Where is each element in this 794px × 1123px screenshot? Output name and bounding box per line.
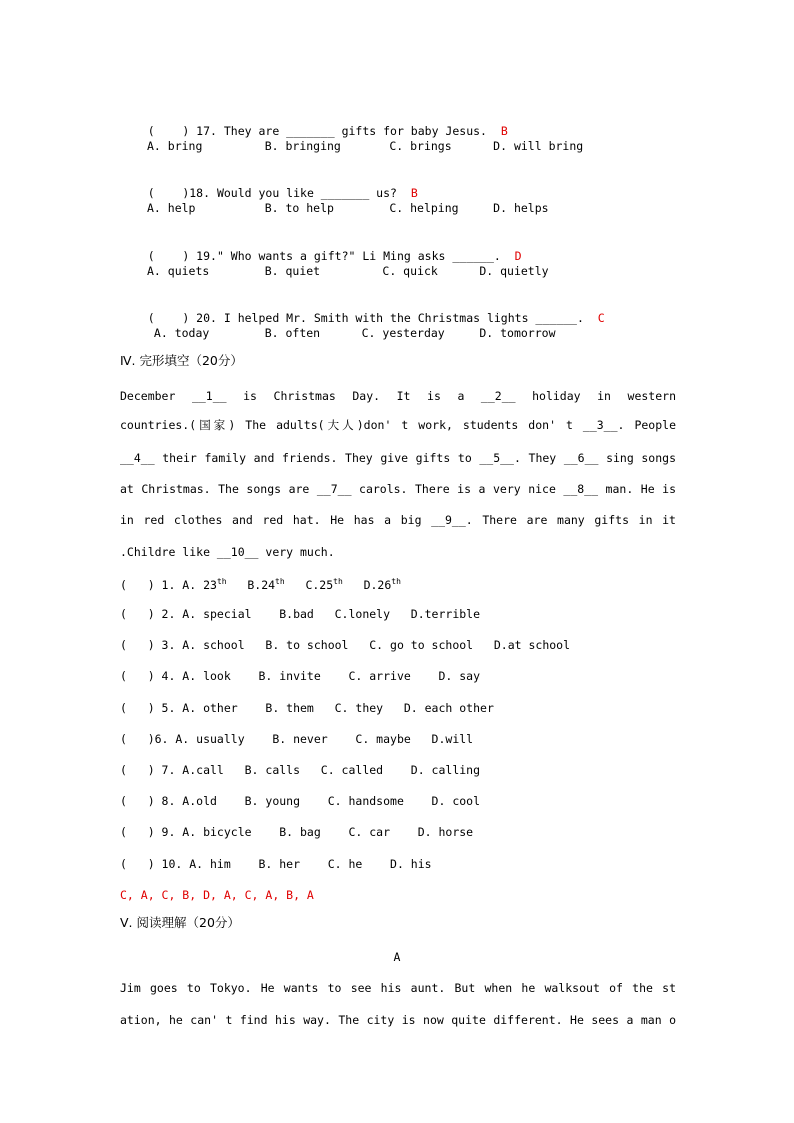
question-stem: ( ) 19." Who wants a gift?" Li Ming asks ______. [147, 249, 501, 263]
question-18-options: A. help B. to help C. helping D. helps [147, 201, 549, 215]
cloze-passage-line: in red clothes and red hat. He has a big __9__. There are many gifts in it [120, 513, 676, 527]
answer-key: B [410, 186, 418, 200]
cloze-item-10: ( ) 10. A. him B. her C. he D. his [120, 857, 432, 871]
cloze-item-2: ( ) 2. A. special B.bad C.lonely D.terrible [120, 607, 481, 621]
superscript: th [391, 577, 401, 586]
cloze-item-text: C.25 [284, 577, 334, 592]
answer-key: B [500, 124, 508, 138]
question-stem: ( ) 17. They are _______ gifts for baby Jesus. [147, 124, 487, 138]
cloze-passage-line: at Christmas. The songs are __7__ carols. There is a very nice __8__ man. He is [120, 482, 676, 496]
superscript: th [216, 577, 227, 586]
cloze-passage-line: December __1__ is Christmas Day. It is a __2__ holiday in western [120, 389, 676, 403]
cloze-item-9: ( ) 9. A. bicycle B. bag C. car D. horse [120, 825, 474, 839]
section-heading-cloze: Ⅳ. 完形填空（20分） [120, 353, 243, 368]
cloze-item-4: ( ) 4. A. look B. invite C. arrive D. say [120, 669, 481, 683]
cloze-item-text: ( ) 1. A. 23 [120, 577, 217, 592]
cloze-item-5: ( ) 5. A. other B. them C. they D. each other [120, 701, 494, 715]
cloze-item-6: ( )6. A. usually B. never C. maybe D.will [120, 732, 474, 746]
superscript: th [333, 577, 343, 586]
question-stem: ( )18. Would you like _______ us? [147, 186, 397, 200]
reading-passage-line: Jim goes to Tokyo. He wants to see his aunt. But when he walksout of the st [120, 981, 676, 995]
cloze-answer-key: C, A, C, B, D, A, C, A, B, A [120, 888, 314, 902]
cloze-item-1 [120, 574, 401, 593]
question-20-options: A. today B. often C. yesterday D. tomorrow [147, 326, 556, 340]
question-17-options: A. bring B. bringing C. brings D. will bring [147, 139, 584, 153]
cloze-passage-line: .Childre like __10__ very much. [120, 545, 335, 559]
cloze-item-7: ( ) 7. A.call B. calls C. called D. calling [120, 763, 481, 777]
section-heading-reading: Ⅴ. 阅读理解（20分） [120, 915, 240, 930]
superscript: th [275, 577, 285, 586]
question-19-options: A. quiets B. quiet C. quick D. quietly [147, 264, 549, 278]
cloze-item-3: ( ) 3. A. school B. to school C. go to school D.at school [120, 638, 571, 652]
cloze-item-text: B.24 [226, 577, 276, 592]
question-stem: ( ) 20. I helped Mr. Smith with the Christmas lights ______. [147, 311, 584, 325]
cloze-passage-line: __4__ their family and friends. They give gifts to __5__. They __6__ sing songs [120, 451, 676, 465]
cloze-passage-line: countries.(国家) The adults(大人)don' t work, students don' t __3__. People [120, 418, 676, 432]
cloze-item-8: ( ) 8. A.old B. young C. handsome D. cool [120, 794, 481, 808]
answer-key: D [514, 249, 522, 263]
reading-section-label: A [393, 950, 401, 964]
reading-passage-line: ation, he can' t find his way. The city is now quite different. He sees a man o [120, 1013, 676, 1027]
answer-key: C [597, 311, 605, 325]
cloze-item-text: D.26 [342, 577, 392, 592]
